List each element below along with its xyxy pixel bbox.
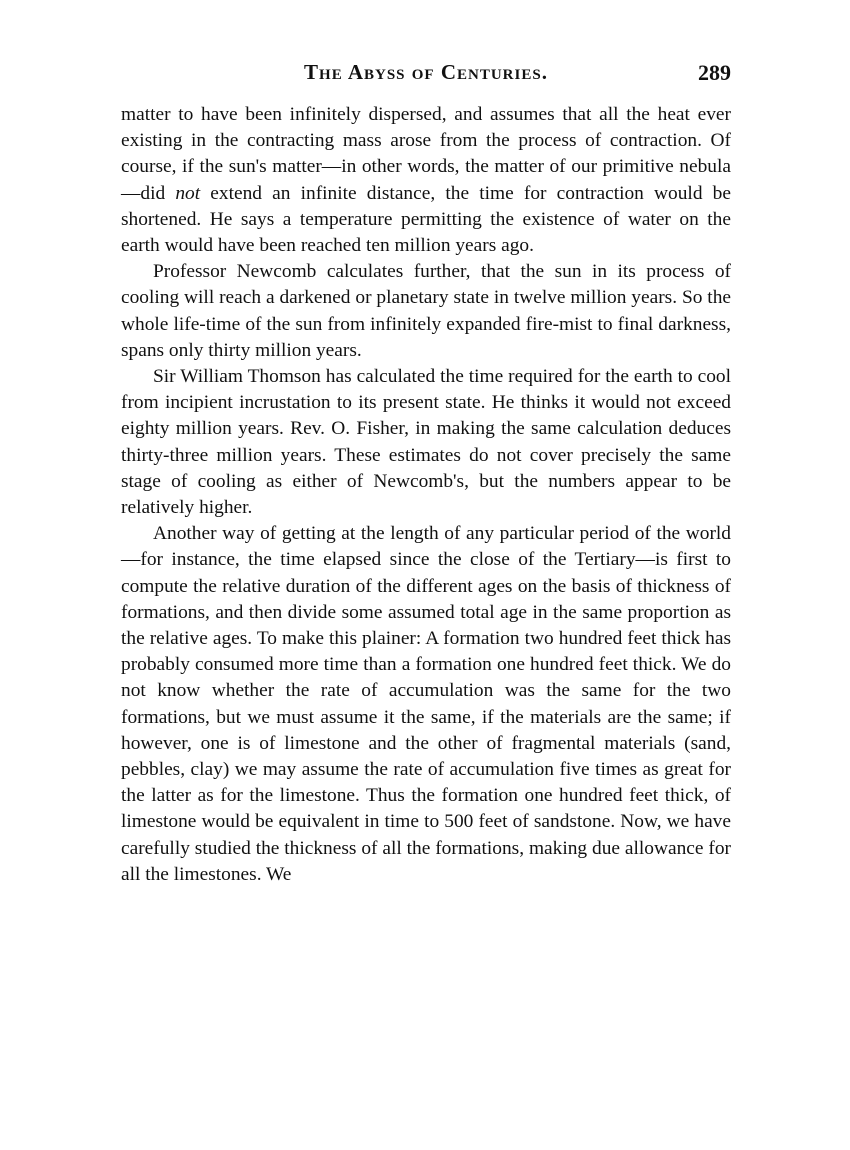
book-page	[121, 58, 731, 888]
paragraph-2: Professor Newcomb calculates further, that the sun in its process of cooling will reach a darkened or planetary state in twelve million years. So the whole life-time of the sun from infinitely expanded fire-mist to final darkness, spans only thirty million years.	[121, 261, 731, 361]
page-number: 289	[698, 60, 731, 85]
paragraph-1-emphasis: not	[175, 182, 201, 204]
paragraph-3: Sir William Thomson has calculated the time required for the earth to cool from incipient incrustation to its present state. He thinks it would not exceed eighty million years. Rev. O. Fisher, in making the same calculation deduces thirty-three million years. These estimates do not cover precisely the same stage of cooling as either of Newcomb's, but the numbers appear to be relatively higher.	[121, 366, 731, 519]
paragraph-4: Another way of getting at the length of any particular period of the world—for instance, the time elapsed since the close of the Tertiary—is first to compute the relative duration of the different ages on the basis of thickness of formations, and then divide some assumed total age in the same proportion as the relative ages. To make this plainer: A formation two hundred feet thick has probably consumed more time than a formation one hundred feet thick. We do not know whether the rate of accumulation was the same for the two formations, but we must assume it the same, if the materials are the same; if however, one is of limestone and the other of fragmental materials (sand, pebbles, clay) we may assume the rate of accumulation five times as great for the latter as for the limestone. Thus the formation one hundred feet thick, of limestone would be equivalent in time to 500 feet of sandstone. Now, we have carefully studied the thickness of all the formations, making due allowance for all the limestones. We	[121, 523, 731, 885]
page-header	[121, 58, 731, 92]
running-title: The Abyss of Centuries.	[304, 60, 548, 84]
paragraph-1	[121, 102, 731, 259]
paragraph-1-text-b: extend an infinite distance, the time for contraction would be shortened. He says a temperature permitting the existence of water on the earth would have been reached ten million years ago.	[121, 182, 731, 257]
paragraph-1-text-a: matter to have been infinitely dispersed, and assumes that all the heat ever existing in the contracting mass arose from the process of contraction. Of course, if the sun's matter—in other words, the matter of our primitive nebula—did	[121, 104, 731, 204]
